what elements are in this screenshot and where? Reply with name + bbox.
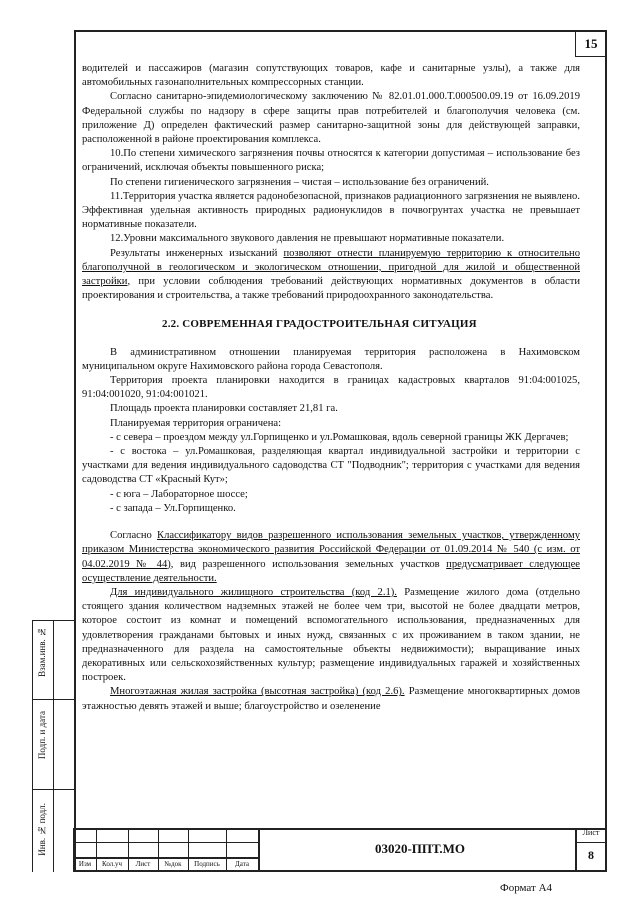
side-label-inventory: Инв. № подл. xyxy=(37,803,47,856)
col-date: Дата xyxy=(235,860,249,868)
paragraph: По степени гигиенического загрязнения – чистая – использование без ограничений. xyxy=(110,176,489,188)
underlined-text: Многоэтажная жилая застройка (высотная застройка) (код 2.6). xyxy=(110,686,405,698)
list-item: - с севера – проездом между ул.Горпищенко и ул.Ромашковая, вдоль северной границы ЖК Дергачев; xyxy=(110,431,569,443)
paragraph: Территория проекта планировки находится в границах кадастровых кварталов 91:04:001025, 91:04:001020, 91:04:001021. xyxy=(82,375,580,401)
side-label-replacement: Взам.инв. № xyxy=(37,627,47,677)
col-sheet: Лист xyxy=(135,860,151,868)
col-doc: №док xyxy=(164,860,182,868)
list-item: - с юга – Лабораторное шоссе; xyxy=(110,488,248,500)
paragraph: 11.Территория участка является радонобезопасной, признаков радиационного загрязнения не выявлено. Эффективная удельная активность природных радионуклидов в почвогрунтах участка не превышает нормативные показатели. xyxy=(82,190,580,231)
paragraph-classifier xyxy=(82,529,580,586)
section-heading: 2.2. СОВРЕМЕННАЯ ГРАДОСТРОИТЕЛЬНАЯ СИТУАЦИЯ xyxy=(162,318,477,331)
list-item: - с запада – Ул.Горпищенко. xyxy=(110,502,236,514)
text-span: Размещение многоквартирных домов этажностью девять этажей и выше; благоустройство и озеленение xyxy=(82,686,580,712)
col-count: Кол.уч xyxy=(102,860,122,868)
page-number-box: 15 xyxy=(575,32,606,57)
underlined-text: Классификатору видов разрешенного использования земельных участков, утвержденному приказом Министерства экономического развития Российской Федерации от 01.09.2014 № 540 (с изм. от 04.02.2019 № 44) xyxy=(82,530,580,570)
side-label-signature: Подп. и дата xyxy=(37,711,47,760)
document-id: 03020-ППТ.МО xyxy=(374,841,466,856)
paragraph-code-2-6 xyxy=(82,685,580,713)
sheet-number: 8 xyxy=(588,848,594,862)
paragraph: 12.Уровни максимального звукового давления не превышают нормативные показатели. xyxy=(110,233,505,245)
side-strip xyxy=(32,620,74,872)
underlined-text: Для индивидуального жилищного строительства (код 2.1). xyxy=(110,586,397,598)
text-span: , вид разрешенного использования земельных участков xyxy=(170,558,447,570)
text-span: Согласно xyxy=(110,530,158,542)
paragraph: 10.По степени химического загрязнения почвы относятся к категории допустимая – использование без ограничений, исключая объекты повышенного риска; xyxy=(82,148,580,174)
format-label: Формат А4 xyxy=(500,882,553,894)
text-span: Размещение жилого дома (отдельно стоящего здания количеством надземных этажей не более чем три, высотой не более двадцати метров, которое состоит из комнат и помещений вспомогательного использования, предназначенных для удовлетворения гражданами бытовых и иных нужд, связанных с их проживанием в таком здании, не предназначенного для раздела на самостоятельные объекты недвижимости); выращивание иных декоративных или сельскохозяйственных культур; размещение индивидуальных гаражей и хозяйственных построек. xyxy=(82,586,580,684)
paragraph: водителей и пассажиров (магазин сопутствующих товаров, кафе и санитарные узлы), а также для автомобильных газонаполнительных компрессорных станции. xyxy=(82,63,580,89)
paragraph-code-2-1 xyxy=(82,586,580,685)
underlined-text: предусматривает следующее осуществление деятельности. xyxy=(82,558,580,584)
document-body xyxy=(82,62,580,714)
col-change: Изм xyxy=(78,860,92,868)
underlined-text: позволяют отнести планируемую территорию к относительно благополучной в геологическом и экологическом отношении, пригодной для жилой и общественной застройки xyxy=(82,247,580,288)
paragraph: Площадь проекта планировки составляет 21,81 га. xyxy=(110,403,338,415)
paragraph: Планируемая территория ограничена: xyxy=(110,417,282,429)
text-span: , при условии соблюдения требований действующих нормативных документов в области проектирования и строительства, а также требований природоохранного законодательства. xyxy=(82,276,580,302)
paragraph: Согласно санитарно-эпидемиологическому заключению № 82.01.01.000.Т.000500.09.19 от 16.09.2019 Федеральной службы по надзору в сфере защиты прав потребителей и благополучия человека (см. приложение Д) определен фактический размер санитарно-защитной зоны для действующей заправки, расположенной в районе проектирования комплекса. xyxy=(82,91,580,146)
paragraph: В административном отношении планируемая территория расположена в Нахимовском муниципальном округе Нахимовского района города Севастополя. xyxy=(82,346,580,372)
col-signature: Подпись xyxy=(194,860,220,868)
list-item: - с востока – ул.Ромашковая, разделяющая квартал индивидуальной застройки и территории с участками для ведения индивидуального садоводства СТ "Подводник"; территория с участками для ведения садоводства СТ «Красный Кут»; xyxy=(82,446,580,486)
paragraph-results xyxy=(82,247,580,304)
sheet-label: Лист xyxy=(582,828,600,837)
text-span: Результаты инженерных изысканий xyxy=(110,247,284,259)
